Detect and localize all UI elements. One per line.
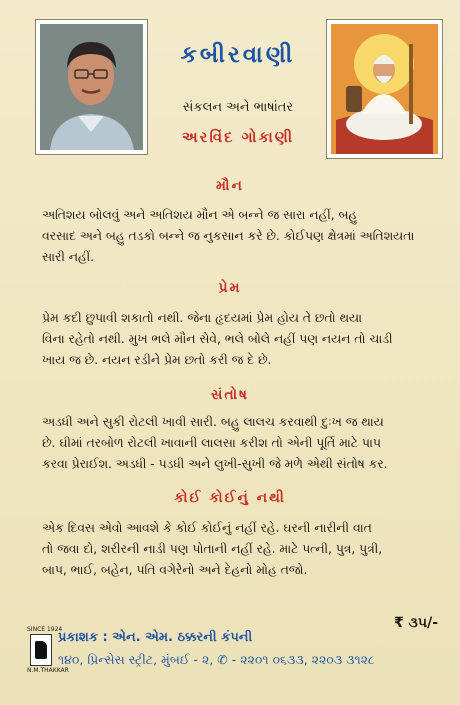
text-line: વિના રહેતો નથી. મુખ ભલે મૌન સેવે, ભલે બોલે નહીં પણ નયન તો ચાડી <box>42 332 393 346</box>
section-text-no-one-belongs <box>42 518 420 581</box>
compilation-label: સંકલન અને ભાષાંતર <box>182 100 294 115</box>
section-text-love <box>42 308 420 371</box>
text-line: સારી નહીં. <box>42 250 95 264</box>
logo-name-text: N.M.THAKKAR <box>27 667 69 674</box>
section-heading-silence: મૌન <box>216 178 244 194</box>
text-line: અતિશય બોલવું અને અતિશય મૌન એ બન્ને જ સારા નહીં, બહુ <box>42 208 358 222</box>
price-label: ₹ ૩૫/- <box>393 615 438 631</box>
text-line: ખાય જ છે. નયન રડીને પ્રેમ છતો કરી જ દે છે. <box>42 353 272 367</box>
text-line: કરવા પ્રેરાઈશ. અડધી - પડધી અને લુખી-સુખી જે મળે એથી સંતોષ કર. <box>42 457 388 471</box>
text-line: છે. ઘીમાં તરબોળ રોટલી ખાવાની લાલસા કરીશ તો એની પૂર્તિ માટે પાપ <box>42 436 381 450</box>
text-line: બાપ, ભાઈ, બહેન, પતિ વગેરેનો અને દેહનો મોહ તજો. <box>42 563 308 577</box>
text-line: તો જવા દો, શરીરની નાડી પણ પોતાની નહીં રહે. માટે પત્ની, પુત્ર, પુત્રી, <box>42 542 383 556</box>
kabir-picture <box>326 19 443 159</box>
author-photo <box>35 19 148 155</box>
book-title: કબીરવાણી <box>180 42 296 68</box>
author-portrait-image <box>40 24 143 150</box>
author-name: અરવિંદ ગોકાણી <box>181 128 295 146</box>
section-heading-no-one-belongs: કોઈ કોઈનું નથી <box>174 490 286 506</box>
publisher-name: પ્રકાશક : એન. એમ. ઠક્કરની કંપની <box>58 630 253 645</box>
logo-mark-icon <box>35 641 47 659</box>
section-heading-love: પ્રેમ <box>218 280 242 296</box>
text-line: પ્રેમ કદી છુપાવી શકાતો નથી. જેના હૃદયમાં પ્રેમ હોય તે છતો થયા <box>42 311 362 325</box>
publisher-address: ૧૪૦, પ્રિન્સેસ સ્ટ્રીટ, મુંબઈ - ૨, ✆ - ૨૨૦૧ ૦૬૩૩, ૨૨૦૩ ૩૧૨૮ <box>58 652 375 667</box>
kabir-illustration <box>331 24 438 154</box>
text-line: અડધી અને સુકી રોટલી ખાવી સારી. બહુ લાલચ કરવાથી દુઃખ જ થાય <box>42 415 384 429</box>
section-text-contentment <box>42 412 420 475</box>
text-line: એક દિવસ એવો આવશે કે કોઈ કોઈનું નહીં રહે. ઘરની નારીની વાત <box>42 521 372 535</box>
logo-since-text: SINCE 1924 <box>27 626 63 633</box>
section-heading-contentment: સંતોષ <box>211 387 249 403</box>
text-line: વરસાદ અને બહુ તડકો બન્ને જ નુકસાન કરે છે. કોઈપણ ક્ષેત્રમાં અતિશયતા <box>42 229 415 243</box>
publisher-logo <box>27 626 69 674</box>
section-text-silence <box>42 205 420 268</box>
